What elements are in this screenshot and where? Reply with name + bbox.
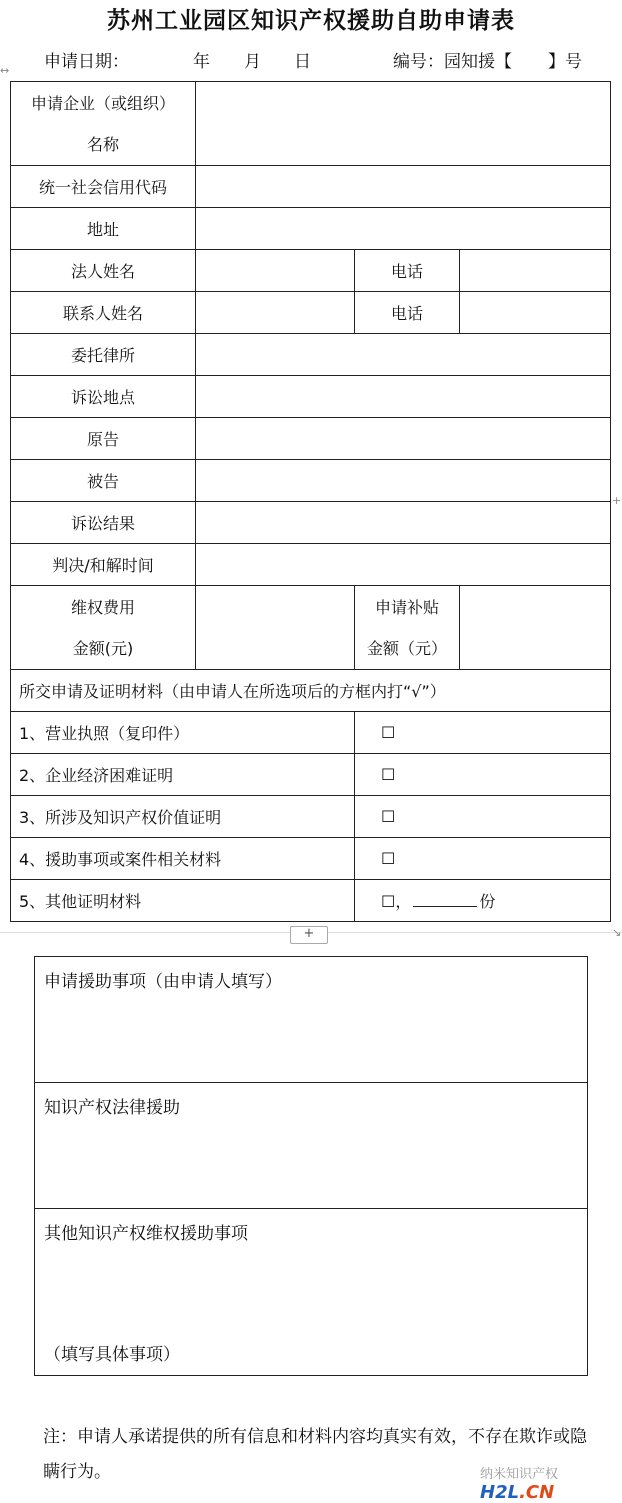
credit-code-field[interactable]	[196, 166, 611, 208]
serial-number-suffix: 】号	[548, 52, 582, 72]
material-checkbox-cell[interactable]	[355, 712, 611, 754]
copies-unit-label: 份	[479, 892, 496, 911]
law-firm-label: 委托律所	[11, 334, 196, 376]
form-title: 苏州工业园区知识产权援助自助申请表	[107, 7, 515, 34]
add-column-handle-icon[interactable]: +	[612, 494, 622, 507]
org-name-label: 申请企业（或组织） 名称	[11, 82, 196, 166]
material-item: 5、其他证明材料	[11, 880, 355, 922]
venue-label: 诉讼地点	[11, 376, 196, 418]
cost-amount-field[interactable]	[196, 586, 355, 670]
other-aid-label: 其他知识产权维权援助事项	[44, 1224, 248, 1244]
defendant-field[interactable]	[196, 460, 611, 502]
material-checkbox-cell[interactable]	[355, 838, 611, 880]
other-aid-cell[interactable]	[35, 1209, 588, 1376]
law-firm-field[interactable]	[196, 334, 611, 376]
checkbox-icon[interactable]: ☐	[381, 765, 396, 784]
items-header-label: 申请援助事项（由申请人填写）	[44, 972, 282, 992]
plaintiff-label: 原告	[11, 418, 196, 460]
application-date-label: 申请日期：	[44, 52, 129, 72]
address-label: 地址	[11, 208, 196, 250]
judgment-time-field[interactable]	[196, 544, 611, 586]
plaintiff-field[interactable]	[196, 418, 611, 460]
address-field[interactable]	[196, 208, 611, 250]
venue-field[interactable]	[196, 376, 611, 418]
checkbox-icon[interactable]: ☐	[381, 849, 396, 868]
material-checkbox-cell[interactable]	[355, 754, 611, 796]
legal-rep-phone-field[interactable]	[460, 250, 611, 292]
contact-phone-label: 电话	[355, 292, 460, 334]
material-item: 4、援助事项或案件相关材料	[11, 838, 355, 880]
contact-field[interactable]	[196, 292, 355, 334]
contact-phone-field[interactable]	[460, 292, 611, 334]
declaration-note: 注：申请人承诺提供的所有信息和材料内容均真实有效，不存在欺诈或隐瞒行为。	[43, 1427, 587, 1482]
checkbox-icon[interactable]: ☐	[381, 723, 396, 742]
legal-rep-label: 法人姓名	[11, 250, 196, 292]
subsidy-amount-field[interactable]	[460, 586, 611, 670]
serial-number-label: 编号：园知援【	[393, 52, 512, 72]
table-move-handle-icon[interactable]: ↔	[0, 64, 10, 77]
watermark	[480, 1463, 622, 1503]
judgment-time-label: 判决/和解时间	[11, 544, 196, 586]
legal-rep-phone-label: 电话	[355, 250, 460, 292]
date-year-label: 年	[193, 52, 210, 72]
copies-blank-field[interactable]	[413, 891, 477, 907]
watermark-text: 纳米知识产权	[480, 1467, 559, 1482]
legal-aid-cell[interactable]	[35, 1083, 588, 1209]
add-row-button[interactable]: +	[290, 926, 328, 944]
applicant-info-table	[10, 81, 611, 922]
watermark-logo-h2l: H2L	[480, 1482, 520, 1503]
legal-rep-field[interactable]	[196, 250, 355, 292]
subsidy-amount-label: 申请补贴 金额（元）	[355, 586, 460, 670]
material-checkbox-cell[interactable]	[355, 796, 611, 838]
checkbox-icon[interactable]: ☐	[381, 892, 396, 911]
result-label: 诉讼结果	[11, 502, 196, 544]
items-header-cell[interactable]	[35, 957, 588, 1083]
credit-code-label: 统一社会信用代码	[11, 166, 196, 208]
watermark-logo-cn: .CN	[519, 1482, 555, 1503]
result-field[interactable]	[196, 502, 611, 544]
date-day-label: 日	[294, 52, 311, 72]
cost-amount-label: 维权费用 金额(元)	[11, 586, 196, 670]
defendant-label: 被告	[11, 460, 196, 502]
org-name-field[interactable]	[196, 82, 611, 166]
table-resize-handle-icon[interactable]: ↘	[612, 926, 622, 939]
material-item: 3、所涉及知识产权价值证明	[11, 796, 355, 838]
material-item: 2、企业经济困难证明	[11, 754, 355, 796]
date-month-label: 月	[244, 52, 261, 72]
materials-header: 所交申请及证明材料（由申请人在所选项后的方框内打“√”）	[11, 670, 611, 712]
fill-hint-label: （填写具体事项）	[44, 1345, 180, 1365]
material-checkbox-cell[interactable]	[355, 880, 611, 922]
contact-label: 联系人姓名	[11, 292, 196, 334]
assistance-items-table	[34, 956, 588, 1376]
checkbox-icon[interactable]: ☐	[381, 807, 396, 826]
legal-aid-label: 知识产权法律援助	[44, 1098, 180, 1118]
material-item: 1、营业执照（复印件）	[11, 712, 355, 754]
comma-separator: ，	[395, 892, 412, 911]
